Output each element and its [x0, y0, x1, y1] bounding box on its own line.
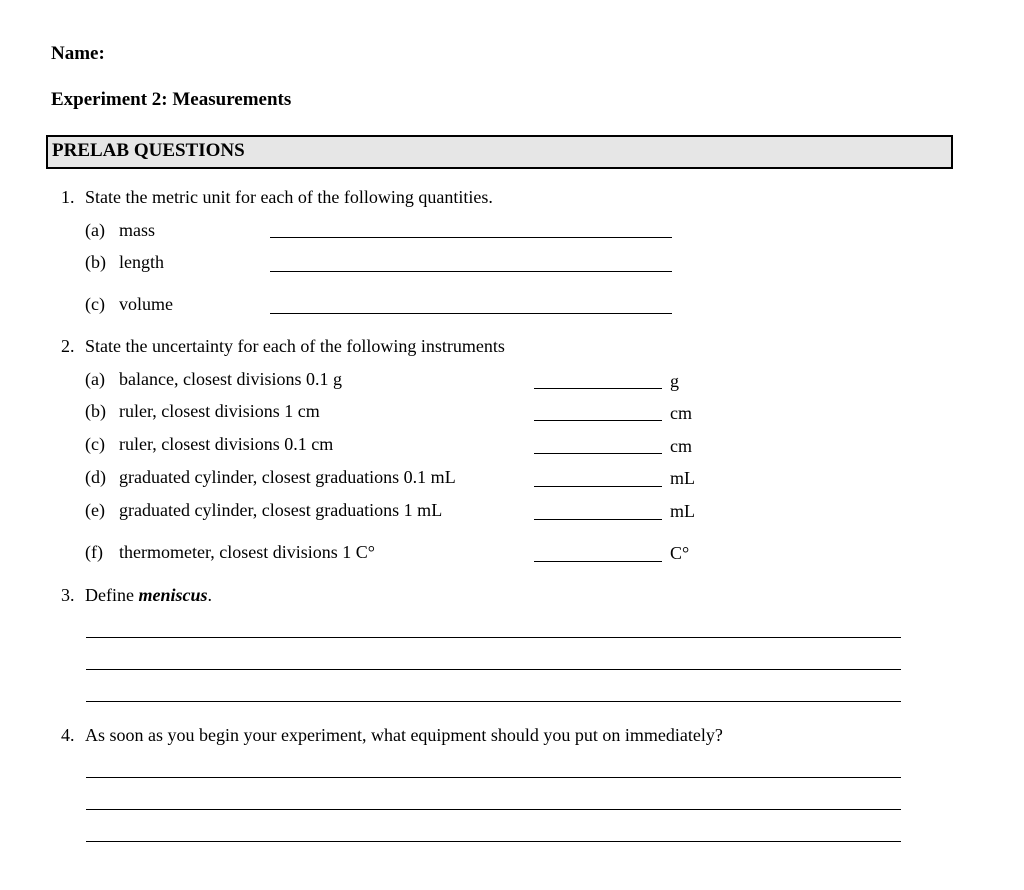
- item-text: balance, closest divisions 0.1 g: [119, 369, 342, 389]
- question-1: [61, 186, 493, 208]
- item-label: (c): [85, 434, 105, 454]
- q2-item-f: [85, 541, 375, 563]
- question-number: 4.: [61, 725, 75, 745]
- q4-answer-line-1[interactable]: [86, 777, 901, 778]
- item-label: (f): [85, 542, 103, 562]
- q3-answer-line-1[interactable]: [86, 637, 901, 638]
- item-label: (b): [85, 252, 106, 272]
- q1-item-b: [85, 251, 164, 273]
- q2-unit-a: g: [670, 371, 679, 391]
- prelab-section-title: PRELAB QUESTIONS: [52, 140, 245, 161]
- q1-answer-line-a[interactable]: [270, 237, 672, 238]
- q2-unit-d: mL: [670, 468, 695, 488]
- item-text: ruler, closest divisions 1 cm: [119, 401, 320, 421]
- prelab-section-header: [46, 135, 953, 169]
- question-text: State the uncertainty for each of the following instruments: [85, 336, 505, 356]
- q2-unit-b: cm: [670, 403, 692, 423]
- item-text: volume: [119, 294, 173, 314]
- q4-answer-line-3[interactable]: [86, 841, 901, 842]
- q2-item-e: [85, 499, 442, 521]
- item-label: (a): [85, 369, 105, 389]
- question-4: [61, 724, 723, 746]
- q2-answer-line-c[interactable]: [534, 453, 662, 454]
- question-text: As soon as you begin your experiment, what equipment should you put on immediately?: [85, 725, 723, 745]
- q2-item-d: [85, 466, 456, 488]
- question-term: meniscus: [138, 585, 208, 605]
- item-label: (d): [85, 467, 106, 487]
- item-text: mass: [119, 220, 155, 240]
- item-label: (e): [85, 500, 105, 520]
- q2-item-c: [85, 433, 333, 455]
- item-label: (b): [85, 401, 106, 421]
- question-number: 1.: [61, 187, 75, 207]
- q2-answer-line-f[interactable]: [534, 561, 662, 562]
- item-text: length: [119, 252, 164, 272]
- question-2: [61, 335, 505, 357]
- question-text-suffix: .: [207, 585, 212, 605]
- q2-unit-c: cm: [670, 436, 692, 456]
- q3-answer-line-3[interactable]: [86, 701, 901, 702]
- q1-answer-line-c[interactable]: [270, 313, 672, 314]
- q2-answer-line-d[interactable]: [534, 486, 662, 487]
- question-number: 3.: [61, 585, 75, 605]
- question-text: State the metric unit for each of the following quantities.: [85, 187, 493, 207]
- q2-item-a: [85, 368, 342, 390]
- q2-answer-line-a[interactable]: [534, 388, 662, 389]
- q2-answer-line-e[interactable]: [534, 519, 662, 520]
- name-label: Name:: [51, 43, 105, 64]
- experiment-title: Experiment 2: Measurements: [51, 89, 292, 110]
- item-text: graduated cylinder, closest graduations 0.1 mL: [119, 467, 456, 487]
- question-text-prefix: Define: [85, 585, 139, 605]
- q4-answer-line-2[interactable]: [86, 809, 901, 810]
- item-text: ruler, closest divisions 0.1 cm: [119, 434, 334, 454]
- q2-unit-e: mL: [670, 501, 695, 521]
- q1-item-c: [85, 293, 173, 315]
- question-3: [61, 584, 212, 606]
- item-label: (a): [85, 220, 105, 240]
- question-number: 2.: [61, 336, 75, 356]
- q2-item-b: [85, 400, 320, 422]
- q1-item-a: [85, 219, 155, 241]
- q1-answer-line-b[interactable]: [270, 271, 672, 272]
- item-text: graduated cylinder, closest graduations 1 mL: [119, 500, 443, 520]
- q3-answer-line-2[interactable]: [86, 669, 901, 670]
- q2-answer-line-b[interactable]: [534, 420, 662, 421]
- item-text: thermometer, closest divisions 1 C°: [119, 542, 375, 562]
- q2-unit-f: C°: [670, 543, 690, 563]
- item-label: (c): [85, 294, 105, 314]
